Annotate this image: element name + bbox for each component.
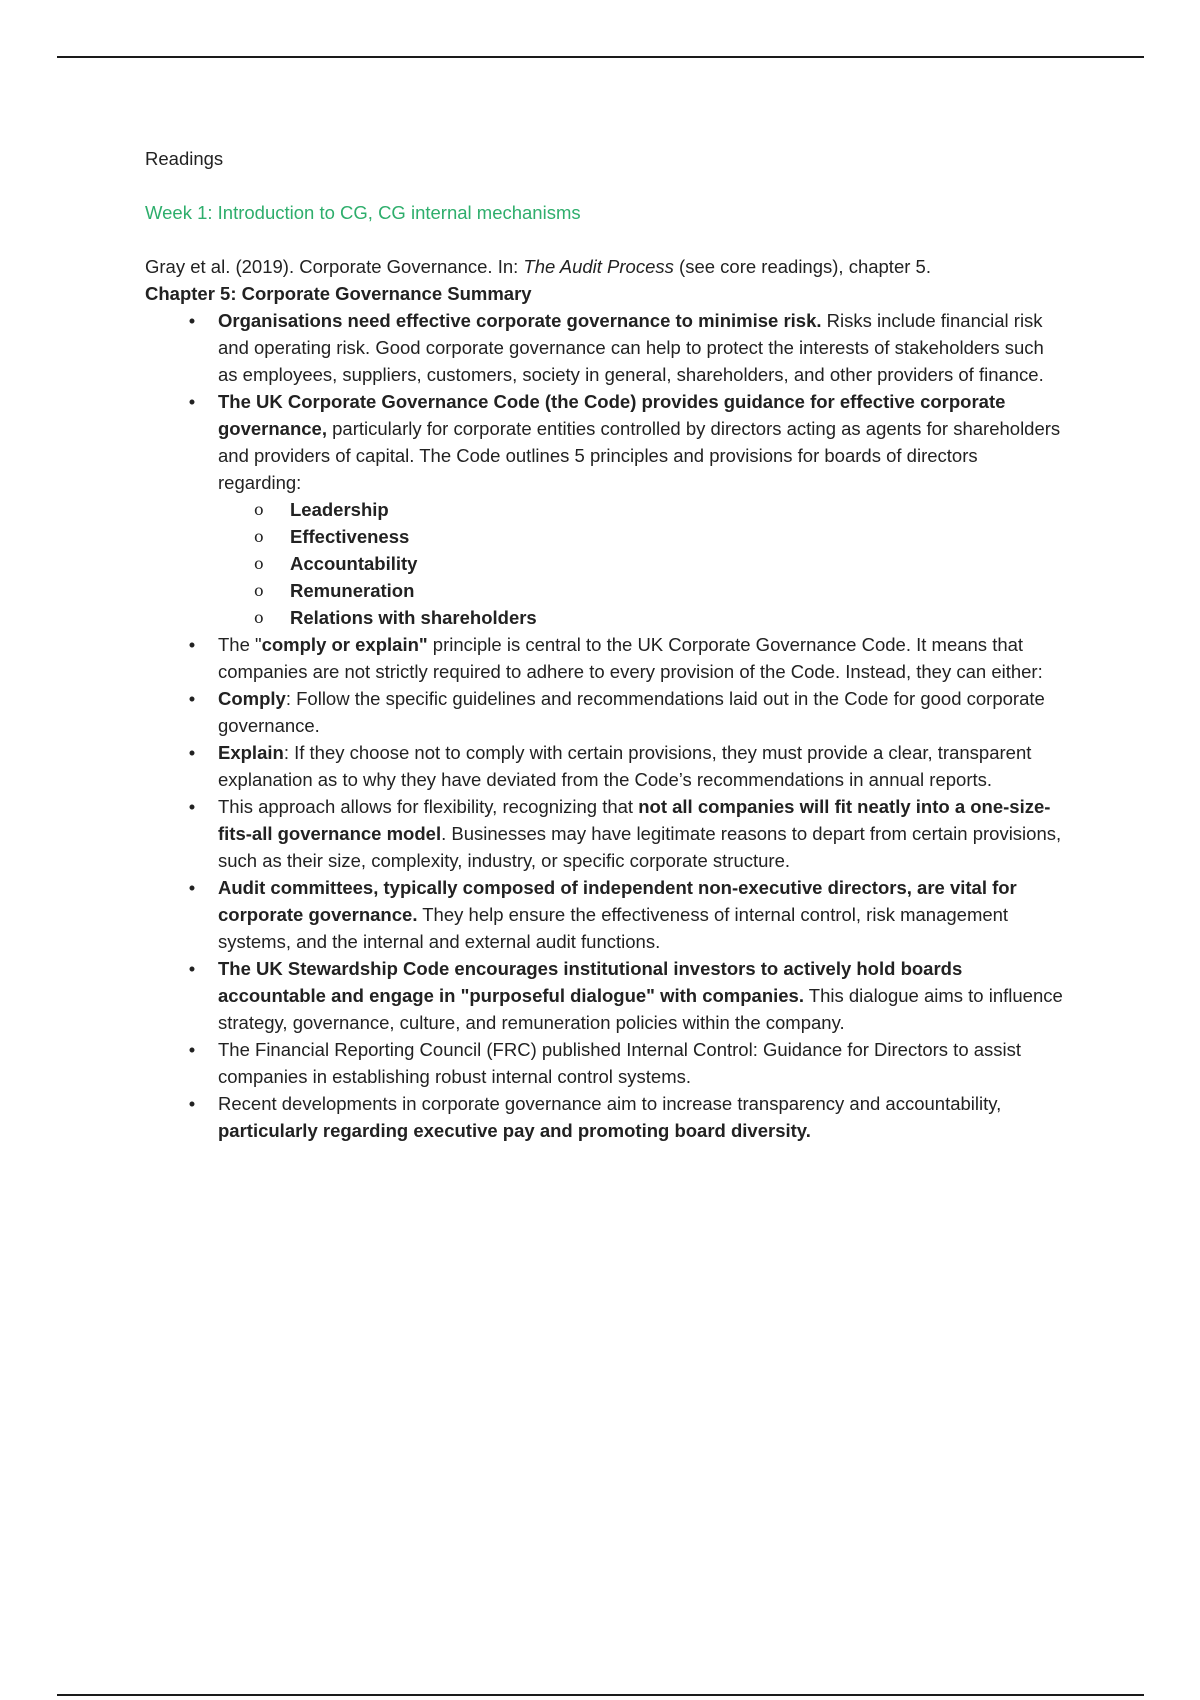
item-text: They help ensure the effectiveness of internal control, risk management systems, and the internal and external audit functions.	[218, 904, 1009, 952]
circle-bullet-icon: o	[254, 527, 264, 546]
sub-list-item	[218, 523, 1065, 550]
circle-bullet-icon: o	[254, 500, 264, 519]
list-item	[145, 631, 1065, 685]
item-bold: not all companies will fit neatly into a one-size-fits-all governance model	[218, 796, 1051, 844]
chapter-title: Chapter 5: Corporate Governance Summary	[145, 283, 532, 304]
bullet-icon: •	[188, 310, 196, 331]
item-bold: The UK Stewardship Code encourages institutional investors to actively hold boards accountable and engage in "purposeful dialogue" with companies.	[218, 958, 963, 1006]
sub-item-label: Remuneration	[290, 580, 415, 601]
section-label: Readings	[145, 148, 224, 169]
citation-prefix: Gray et al. (2019). Corporate Governance. In:	[145, 256, 524, 277]
bullet-icon: •	[188, 1093, 196, 1114]
sub-list-item	[218, 604, 1065, 631]
footer-rule	[57, 1694, 1144, 1696]
item-text: : If they choose not to comply with certain provisions, they must provide a clear, transparent explanation as to why they have deviated from the Code’s recommendations in annual reports.	[218, 742, 1032, 790]
bullet-icon: •	[188, 1039, 196, 1060]
bullet-icon: •	[188, 742, 196, 763]
citation-suffix: (see core readings), chapter 5.	[673, 256, 931, 277]
item-text: : Follow the specific guidelines and recommendations laid out in the Code for good corporate governance.	[218, 688, 1045, 736]
list-item	[145, 793, 1065, 874]
summary-list	[145, 307, 1065, 1144]
list-item	[145, 955, 1065, 1036]
sub-item-label: Leadership	[290, 499, 389, 520]
item-bold: Explain	[218, 742, 284, 763]
list-item	[145, 388, 1065, 631]
list-item	[145, 874, 1065, 955]
item-bold: Comply	[218, 688, 286, 709]
item-text: principle is central to the UK Corporate Governance Code. It means that companies are not strictly required to adhere to every provision of the Code. Instead, they can either:	[218, 634, 1043, 682]
circle-bullet-icon: o	[254, 581, 264, 600]
bullet-icon: •	[188, 796, 196, 817]
item-text-before: The Financial Reporting Council (FRC) published Internal Control: Guidance for Directors to assist companies in establishing robust internal control systems.	[218, 1039, 1022, 1087]
list-item	[145, 1036, 1065, 1090]
bullet-icon: •	[188, 688, 196, 709]
item-text-before: This approach allows for flexibility, recognizing that	[218, 796, 639, 817]
item-text-before: The "	[218, 634, 262, 655]
citation-book-title: The Audit Process	[523, 256, 674, 277]
sub-item-label: Relations with shareholders	[290, 607, 537, 628]
item-bold: comply or explain"	[261, 634, 428, 655]
sub-item-label: Effectiveness	[290, 526, 410, 547]
item-text-before: Recent developments in corporate governance aim to increase transparency and accountability,	[218, 1093, 1002, 1114]
bullet-icon: •	[188, 634, 196, 655]
item-text: This dialogue aims to influence strategy, governance, culture, and remuneration policies within the company.	[218, 985, 1063, 1033]
list-item	[145, 307, 1065, 388]
circle-bullet-icon: o	[254, 608, 264, 627]
sub-list-item	[218, 496, 1065, 523]
sub-list-item	[218, 577, 1065, 604]
item-text: Risks include financial risk and operating risk. Good corporate governance can help to protect the interests of stakeholders such as employees, suppliers, customers, society in general, shareholders, and other providers of finance.	[218, 310, 1044, 385]
week-heading: Week 1: Introduction to CG, CG internal mechanisms	[145, 202, 581, 223]
list-item	[145, 739, 1065, 793]
item-bold: The UK Corporate Governance Code (the Code) provides guidance for effective corporate governance,	[218, 391, 1006, 439]
item-bold: Organisations need effective corporate governance to minimise risk.	[218, 310, 822, 331]
sub-list-item	[218, 550, 1065, 577]
item-bold: particularly regarding executive pay and promoting board diversity.	[218, 1120, 811, 1141]
citation	[145, 253, 1065, 280]
header-rule	[57, 56, 1144, 58]
bullet-icon: •	[188, 877, 196, 898]
list-item	[145, 685, 1065, 739]
bullet-icon: •	[188, 391, 196, 412]
principles-sublist	[218, 496, 1065, 631]
sub-item-label: Accountability	[290, 553, 418, 574]
circle-bullet-icon: o	[254, 554, 264, 573]
item-text: . Businesses may have legitimate reasons to depart from certain provisions, such as their size, complexity, industry, or specific corporate structure.	[218, 823, 1062, 871]
document-body	[145, 145, 1065, 1144]
item-text: particularly for corporate entities controlled by directors acting as agents for shareholders and providers of capital. The Code outlines 5 principles and provisions for boards of directors regarding:	[218, 418, 1061, 493]
list-item	[145, 1090, 1065, 1144]
bullet-icon: •	[188, 958, 196, 979]
item-bold: Audit committees, typically composed of independent non-executive directors, are vital for corporate governance.	[218, 877, 1017, 925]
